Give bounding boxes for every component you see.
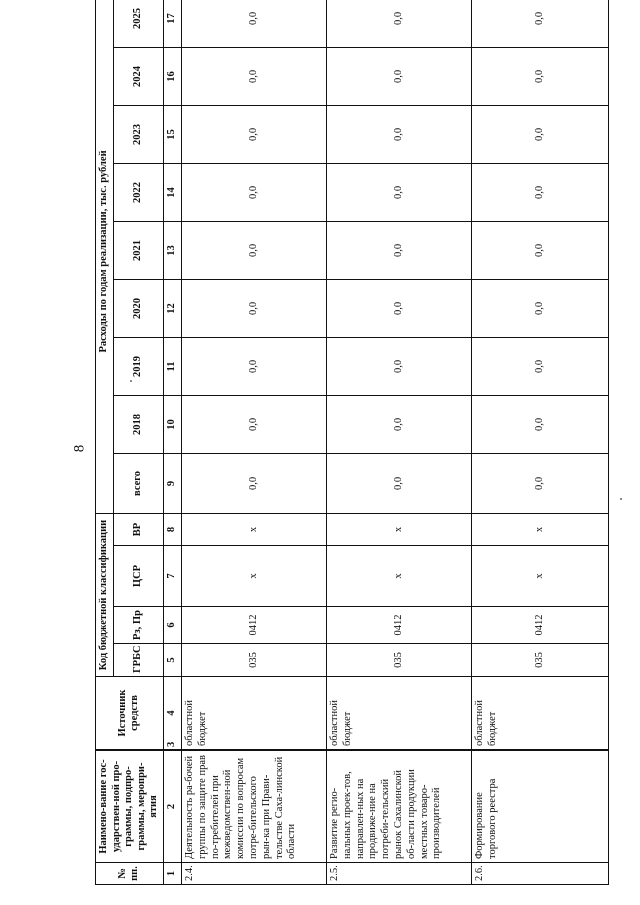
col-number: 4 [163,677,181,750]
col-number: 2 [163,751,181,863]
scan-speck [620,498,622,500]
row-value: 0,0 [326,279,471,337]
col-number: 8 [163,513,181,545]
row-name: Деятельность ра-бочей группы по защите прав по-требителей при межведомствен-ной комиссии по вопросам потре-бительского рын-ка при Прави-тельстве Саха-линской области [181,751,326,863]
row-value: 0,0 [326,337,471,395]
row-grbs: 035 [181,644,326,677]
column-number-row [163,0,181,885]
row-source: областной бюджет [471,677,608,750]
row-number: 2.5. [326,863,471,885]
row-rz-pr: 0412 [181,607,326,644]
col-number: 16 [163,47,181,105]
col-number: 7 [163,546,181,607]
row-total: 0,0 [471,453,608,513]
row-value: 0,0 [181,47,326,105]
header-no: № пп. [96,863,164,885]
row-col3 [471,750,608,751]
row-value: 0,0 [181,395,326,453]
row-value: 0,0 [471,0,608,47]
row-total: 0,0 [326,453,471,513]
col-number: 3 [163,750,181,751]
row-value: 0,0 [181,337,326,395]
row-csr: х [181,546,326,607]
table-row [471,0,608,885]
header-total: всего [113,453,163,513]
header-vr: ВР [113,513,163,545]
header-name: Наимено-вание гос-ударствен-ной про-граммы, подпро-граммы, меропри-ятия [96,751,164,863]
header-col3 [96,750,164,751]
col-number: 14 [163,163,181,221]
table-row [181,0,326,885]
row-value: 0,0 [181,0,326,47]
row-value: 0,0 [181,221,326,279]
row-value: 0,0 [326,0,471,47]
header-csr: ЦСР [113,546,163,607]
col-number: 10 [163,395,181,453]
header-grbs: ГРБС [113,644,163,677]
header-source: Источник средств [96,677,164,750]
row-vr: х [181,513,326,545]
row-name: Развитие регио-нальных проек-тов, направлен-ных на продвиже-ние на потреби-тельский рынок Сахалинской об-ласти продукции местных товаро-производителей [326,751,471,863]
row-csr: х [326,546,471,607]
row-value: 0,0 [181,163,326,221]
row-value: 0,0 [181,105,326,163]
header-year: 2024 [113,47,163,105]
row-source: областной бюджет [181,677,326,750]
page-number: 8 [71,444,88,453]
header-year: 2021 [113,221,163,279]
row-value: 0,0 [326,163,471,221]
rotated-table-wrapper [95,7,609,885]
header-rz-pr: Рз, Пр [113,607,163,644]
row-vr: х [471,513,608,545]
col-number: 1 [163,863,181,885]
header-year: 2020 [113,279,163,337]
row-value: 0,0 [471,337,608,395]
col-number: 5 [163,644,181,677]
col-number: 12 [163,279,181,337]
col-number: 6 [163,607,181,644]
col-number: 11 [163,337,181,395]
row-value: 0,0 [326,221,471,279]
table-row [326,0,471,885]
row-value: 0,0 [471,163,608,221]
row-number: 2.4. [181,863,326,885]
header-year: 2022 [113,163,163,221]
row-vr: х [326,513,471,545]
row-rz-pr: 0412 [471,607,608,644]
col-number: 15 [163,105,181,163]
header-year: 2025 [113,0,163,47]
row-value: 0,0 [181,279,326,337]
budget-table [95,0,609,885]
row-col3 [181,750,326,751]
row-source: областной бюджет [326,677,471,750]
row-value: 0,0 [471,395,608,453]
row-rz-pr: 0412 [326,607,471,644]
header-year: 2018 [113,395,163,453]
row-name: Формирование торгового реестра [471,751,608,863]
row-grbs: 035 [471,644,608,677]
row-number: 2.6. [471,863,608,885]
row-value: 0,0 [471,47,608,105]
row-value: 0,0 [326,395,471,453]
header-spend-group: Расходы по годам реализации, тыс. рублей [96,0,114,513]
col-number: 13 [163,221,181,279]
row-value: 0,0 [471,105,608,163]
row-value: 0,0 [471,221,608,279]
col-number: 9 [163,453,181,513]
row-total: 0,0 [181,453,326,513]
col-number: 17 [163,0,181,47]
row-value: 0,0 [326,105,471,163]
header-code-group: Код бюджетной классификации [96,513,114,676]
header-year: 2019 [113,337,163,395]
row-value: 0,0 [471,279,608,337]
row-grbs: 035 [326,644,471,677]
row-value: 0,0 [326,47,471,105]
row-csr: х [471,546,608,607]
header-year: 2023 [113,105,163,163]
row-col3 [326,750,471,751]
